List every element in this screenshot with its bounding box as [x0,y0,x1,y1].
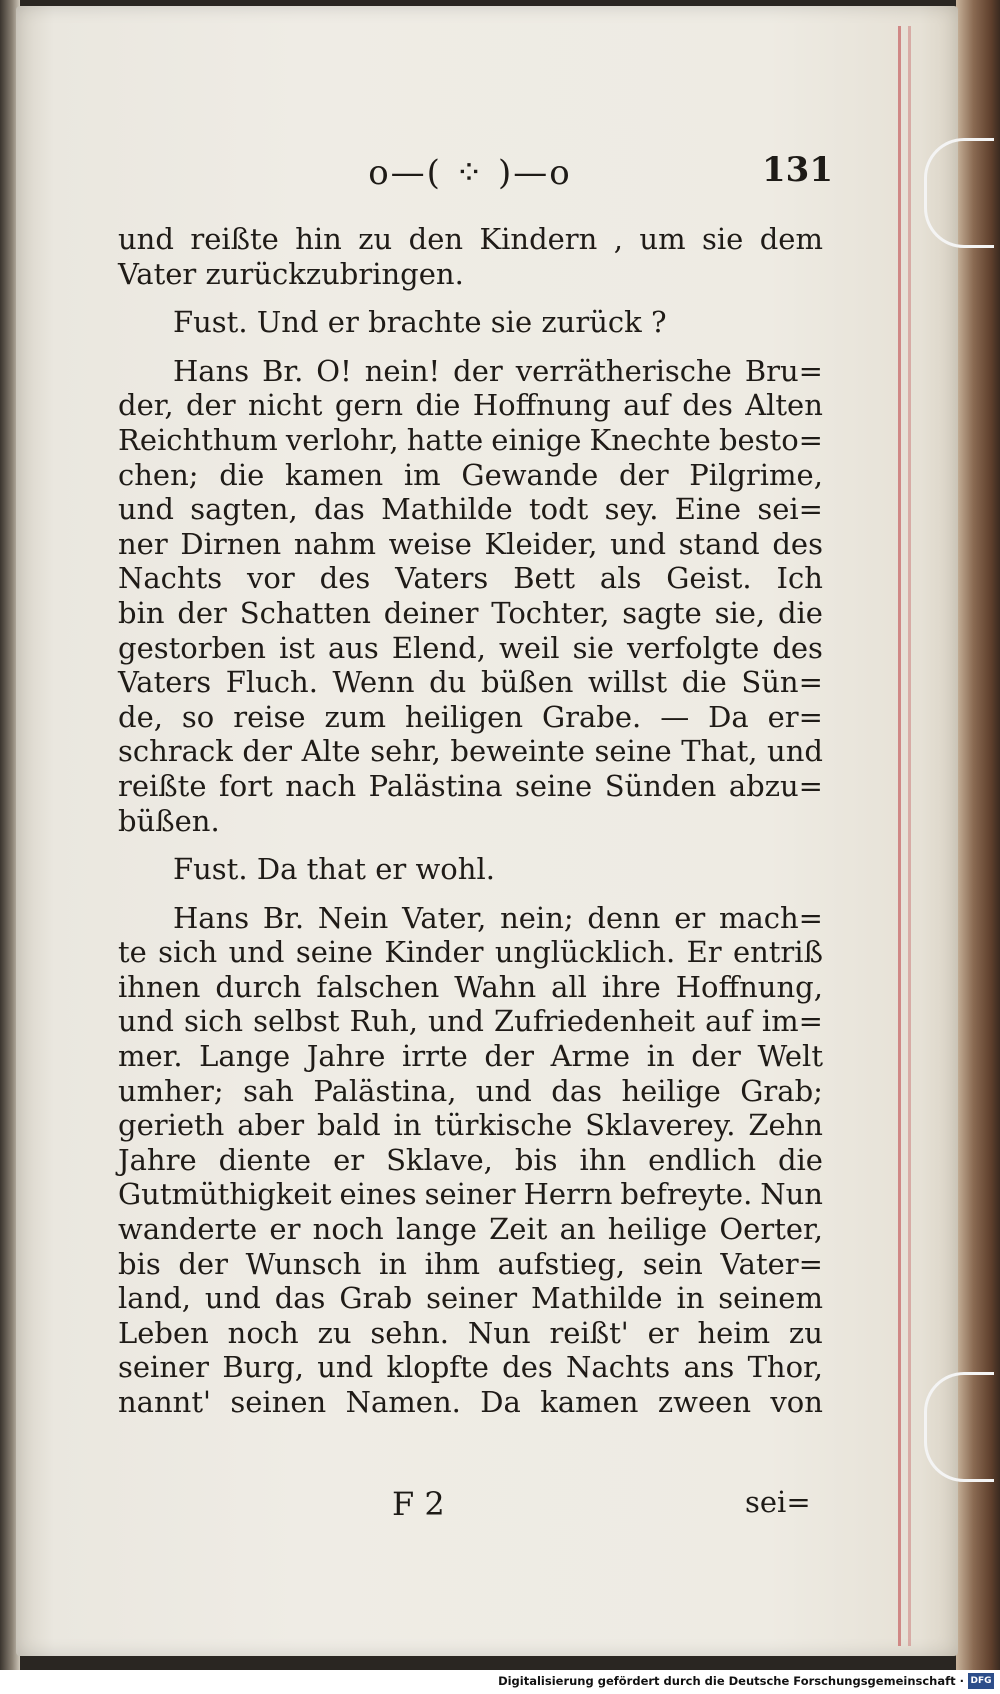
word: aber [237,1108,305,1143]
word: brachte [368,305,482,340]
word: in [676,1281,705,1316]
word: todt [528,492,589,527]
word: Kleider, [484,526,598,561]
word: Gutmüthigkeit [118,1177,332,1212]
word: Palästina [368,768,503,803]
word: lange [395,1212,477,1247]
word: und [475,1073,532,1108]
word: weise [388,526,472,561]
word: die [415,388,461,423]
text-line [118,257,823,292]
word: ner [118,526,168,561]
word: das [274,1281,326,1316]
word: Geist. [666,561,752,596]
word: der [691,1039,741,1074]
word: die [219,457,265,492]
word: Zufriedenheit [494,1004,696,1039]
word: bald [316,1108,381,1143]
word: heiligen [404,699,524,734]
word: — [660,699,690,734]
word: Da [256,852,298,887]
word: noch [312,1212,384,1247]
word: dem [759,222,823,256]
word: er [375,852,407,887]
page-number: 131 [762,150,833,190]
word: in [393,1108,422,1143]
word: nahm [293,526,376,561]
word: Oerter, [719,1212,823,1247]
word: er [327,305,359,340]
word: durch [215,969,302,1004]
word: sah [243,1073,294,1108]
word: Nachts [566,1350,671,1385]
word: in [379,1246,407,1281]
word: That, [681,734,758,769]
text-line [118,1212,823,1247]
word: gerieth [118,1108,225,1143]
text-line [118,804,823,839]
word: kamen [540,1385,639,1419]
text-line [118,1177,823,1212]
dfg-logo-icon: DFG [968,1673,994,1689]
word: bis [514,1142,558,1177]
word: du [429,665,467,700]
word: mach= [718,900,823,935]
word: und [428,1004,484,1039]
word: seiner [118,1350,210,1385]
word: verfolgte [627,630,760,665]
word: ist [279,630,315,665]
word: des [682,388,733,423]
word: Nein [317,900,389,935]
word: Grab [339,1281,413,1316]
text-line [118,561,823,596]
word: ans [683,1350,735,1385]
word: die [777,595,823,630]
word: Alten [745,388,823,423]
word: Vaters [395,561,489,596]
word: ihm [424,1246,481,1281]
word: fort [219,768,273,803]
word: Arme [550,1039,631,1074]
word: Reichthum [118,422,278,457]
word: umher; [118,1073,224,1108]
word: Pilgrime, [689,457,823,492]
text-line [118,1385,823,1420]
word: der [242,734,292,769]
word: Herrn [523,1177,613,1212]
word: Hans [173,900,250,935]
word: sei= [757,492,823,527]
word: nein; [500,900,574,935]
word: Welt [757,1039,823,1074]
word: weil [499,630,560,665]
page-text [118,222,823,1420]
word: falschen [316,969,440,1004]
text-line [118,492,823,527]
text-line [118,596,823,631]
text-line [118,665,823,700]
word: und [767,734,823,769]
text-line [118,1039,823,1074]
word: Knechte [589,422,711,457]
word: seine [295,935,373,970]
text-line [118,222,823,257]
word: that [306,852,366,887]
word: Schatten [239,595,371,630]
word: im= [761,1004,823,1039]
word: zurück [541,305,642,340]
word: und [118,222,174,256]
word: und [118,1004,174,1039]
text-line [118,901,823,936]
word: reißte [190,222,279,256]
word: Ich [776,561,823,596]
word: Vaters [118,665,212,700]
word: sein [642,1246,703,1281]
word: hatte [406,422,484,457]
text-line [118,305,823,340]
word: entriß [732,935,823,970]
word: Jahre [306,1039,386,1074]
word: heilige [607,1212,708,1247]
word: und [228,935,285,970]
word: land, [118,1281,192,1316]
word: Ruh, [349,1004,418,1039]
word: Kindern [479,222,598,256]
word: zween [657,1385,751,1419]
word: Vater= [720,1246,823,1281]
text-line [118,734,823,769]
attribution-bar [0,1670,1000,1694]
word: seinem [718,1281,823,1316]
word: das [551,1073,602,1108]
page-edge-line [908,26,911,1646]
word: Er [686,935,722,970]
word: heilige [621,1073,721,1108]
word: de, [118,699,163,734]
word: zu [788,1315,823,1350]
catchword: sei= [745,1485,811,1519]
word: Sün= [741,665,823,700]
attribution-text: Digitalisierung gefördert durch die Deutsche Forschungsgemeinschaft · [498,1674,964,1688]
text-line [118,527,823,562]
word: sey. [604,492,659,527]
word: schrack [118,734,233,769]
word: Wahn [454,969,537,1004]
word: heim [697,1315,771,1350]
word: stand [678,526,760,561]
word: türkische [434,1108,573,1143]
text-line [118,852,823,887]
word: so [181,699,215,734]
word: Vater, [402,900,487,935]
word: Zeit [489,1212,548,1247]
header-ornament: o—( ⁘ )—o [368,153,572,193]
word: Dirnen [180,526,282,561]
word: aufstieg, [497,1246,626,1281]
word: te [118,935,147,970]
word: Eine [674,492,742,527]
word: des [319,561,371,596]
word: aus [327,630,379,665]
text-line [118,935,823,970]
word: die [777,1142,823,1177]
word: sie, [714,595,766,630]
text-line [118,1316,823,1351]
word: und [204,1281,261,1316]
page-clip [924,1372,994,1482]
word: Grabe. [541,699,642,734]
word: all [551,969,587,1004]
word: verrätherische [515,353,732,388]
text-line [118,970,823,1005]
word: büßen [480,665,574,700]
word: verlohr, [285,422,399,457]
text-line [118,1247,823,1282]
word: zu [317,1315,352,1350]
word: Sklaverey. [585,1108,736,1143]
text-line [118,700,823,735]
word: der [453,353,503,388]
word: und [317,1350,374,1385]
text-line [118,1074,823,1109]
word: Vater [118,256,197,291]
word: Thor, [747,1350,823,1385]
word: mer. [118,1039,183,1074]
word: klopfte [386,1350,489,1385]
word: Nachts [118,561,223,596]
word: einige [491,422,582,457]
word: Alte [301,734,361,769]
word: Mathilde [531,1281,663,1316]
word: das [314,492,365,527]
word: Br. [262,900,305,935]
text-line [118,631,823,666]
word: er= [767,699,823,734]
word: Lange [199,1039,291,1074]
word: sich [183,1004,244,1039]
word: Burg, [222,1350,304,1385]
word: sagte [622,595,702,630]
word: die [681,665,727,700]
word: bis [118,1246,161,1281]
word: ihnen [118,969,201,1004]
word: Grab; [740,1073,823,1108]
word: der, [118,388,174,423]
word: er [674,900,706,935]
text-line [118,354,823,389]
word: seine [594,734,672,769]
word: Kinder [384,935,484,970]
word: als [599,561,642,596]
word: Zehn [748,1108,823,1143]
word: und [610,526,667,561]
text-line [118,1143,823,1178]
word: Jahre [118,1142,197,1177]
word: sehr, [370,734,441,769]
text-line [118,1281,823,1316]
word: Fust. [173,305,248,340]
word: sie [701,222,744,256]
word: denn [587,900,661,935]
word: hin [295,222,342,256]
word: ? [650,305,667,340]
word: zum [324,699,386,734]
word: reißte [118,768,207,803]
word: Sklave, [386,1142,493,1177]
word: noch [227,1315,299,1350]
word: diente [218,1142,312,1177]
word: büßen. [118,803,220,838]
word: Namen. [345,1385,461,1419]
word: Palästina, [313,1073,457,1108]
word: kamen [284,457,384,492]
word: Sünden [604,768,717,803]
word: bin [118,595,165,630]
word: Hans [173,353,250,388]
word: ihre [601,969,661,1004]
word: Tochter, [491,595,610,630]
word: chen; [118,457,199,492]
word: befreyte. [620,1177,753,1212]
word: er [647,1315,679,1350]
word: in [646,1039,675,1074]
word: Fust. [173,852,248,887]
word: nach [285,768,357,803]
text-line [118,1004,823,1039]
word: von [770,1385,823,1419]
word: Nun [467,1315,531,1350]
page-footer [0,1485,1000,1525]
word: sich [158,935,218,970]
word: auf [623,388,670,423]
word: des [502,1350,553,1385]
word: Leben [118,1315,209,1350]
text-line [118,769,823,804]
word: sie [490,305,533,340]
word: Wunsch [245,1246,362,1281]
word: im [403,457,441,492]
word: deiner [383,595,479,630]
word: reise [233,699,306,734]
word: seiner [424,1177,516,1212]
word: vor [247,561,295,596]
word: Bru= [744,353,823,388]
word: Und [256,305,319,340]
word: Bett [513,561,575,596]
word: seinen [230,1385,327,1419]
word: Wenn [332,665,415,700]
word: irrte [401,1039,468,1074]
text-line [118,423,823,458]
word: sagten, [190,492,298,527]
word: nicht [247,388,323,423]
word: Nun [760,1177,823,1212]
word: den [408,222,464,256]
word: zurückzubringen. [205,256,464,291]
word: der [484,1039,534,1074]
word: gestorben [118,630,266,665]
word: der [185,388,236,423]
word: wanderte [118,1212,258,1247]
word: er [269,1212,301,1247]
word: eines [339,1177,417,1212]
word: des [772,526,823,561]
word: seiner [426,1281,518,1316]
page-clip [924,138,994,248]
word: sehn. [370,1315,450,1350]
word: Hoffnung, [675,969,823,1004]
word: des [772,630,823,665]
word: der [177,595,227,630]
word: Hoffnung [472,388,611,423]
word: sie [572,630,614,665]
signature-mark: F 2 [392,1485,445,1523]
word: Fluch. [225,665,318,700]
text-line [118,388,823,423]
word: Da [708,699,749,734]
word: wohl. [415,852,495,887]
word: Mathilde [381,492,513,527]
word: gern [334,388,404,423]
word: Da [480,1385,521,1419]
page-edge-line [898,26,901,1646]
text-line [118,458,823,493]
word: , [613,222,623,256]
word: besto= [718,422,823,457]
word: endlich [648,1142,756,1177]
word: selbst [253,1004,340,1039]
word: und [118,492,174,527]
word: zu [358,222,393,256]
word: um [639,222,686,256]
word: an [559,1212,596,1247]
word: nannt' [118,1385,211,1419]
word: der [178,1246,228,1281]
word: seine [515,768,593,803]
word: abzu= [728,768,823,803]
word: Gewande [461,457,599,492]
text-line [118,1350,823,1385]
word: unglücklich. [494,935,676,970]
word: ihn [579,1142,627,1177]
word: er [333,1142,365,1177]
word: reißt' [549,1315,629,1350]
word: willst [588,665,668,700]
word: O! [316,353,352,388]
word: beweinte [450,734,585,769]
word: auf [705,1004,752,1039]
word: nein! [364,353,441,388]
text-line [118,1108,823,1143]
word: Br. [262,353,304,388]
word: Elend, [391,630,486,665]
word: der [618,457,669,492]
